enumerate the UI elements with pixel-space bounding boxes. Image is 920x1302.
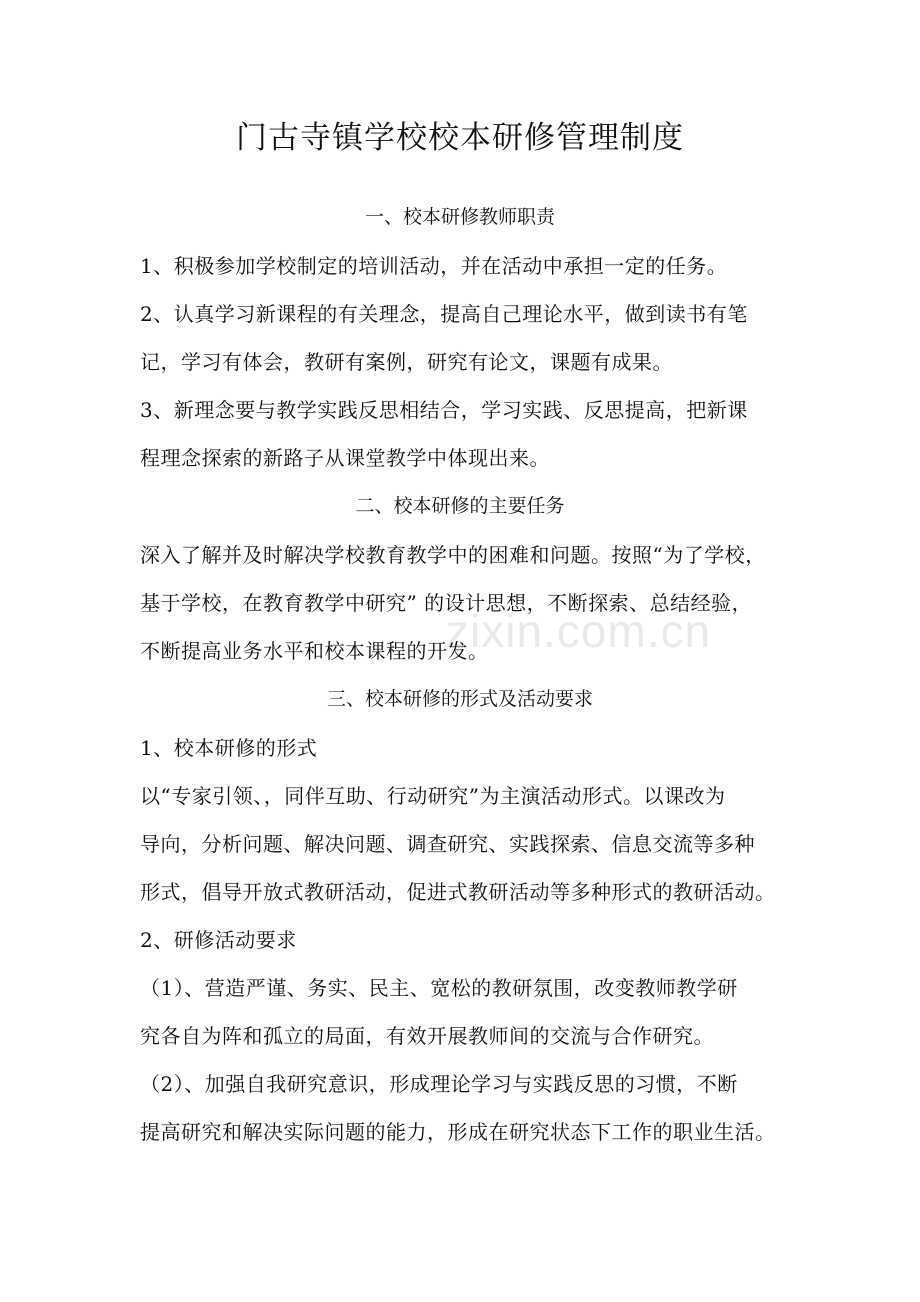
paragraph-line: 以“专家引领、，同伴互助、行动研究”为主演活动形式。以课改为 (140, 784, 726, 808)
paragraph-line: 程理念探索的新路子从课堂教学中体现出来。 (140, 446, 550, 470)
document-title: 门古寺镇学校校本研修管理制度 (236, 120, 684, 156)
paragraph-line: 2、认真学习新课程的有关理念，提高自己理论水平，做到读书有笔 (140, 302, 748, 326)
section-heading-duties: 一、校本研修教师职责 (364, 206, 555, 228)
paragraph-line: 基于学校，在教育教学中研究” 的设计思想，不断探索、总结经验， (140, 591, 753, 615)
paragraph-line: 提高研究和解决实际问题的能力，形成在研究状态下工作的职业生活。 (140, 1120, 776, 1144)
paragraph-line: 深入了解并及时解决学校教育教学中的困难和问题。按照“为了学校， (140, 543, 766, 567)
paragraph-line: （1）、营造严谨、务实、民主、宽松的教研氛围，改变教师教学研 (140, 976, 738, 1000)
paragraph-line: 1、积极参加学校制定的培训活动，并在活动中承担一定的任务。 (140, 254, 728, 278)
paragraph-line: 1、校本研修的形式 (140, 736, 318, 760)
paragraph-line: 导向，分析问题、解决问题、调查研究、实践探索、信息交流等多种 (140, 832, 755, 856)
paragraph-line: 2、研修活动要求 (140, 928, 297, 952)
paragraph-line: 形式，倡导开放式教研活动，促进式教研活动等多种形式的教研活动。 (140, 880, 776, 904)
paragraph-line: 究各自为阵和孤立的局面，有效开展教师间的交流与合作研究。 (140, 1024, 714, 1048)
paragraph-line: 不断提高业务水平和校本课程的开发。 (140, 639, 489, 663)
paragraph-line: （2）、加强自我研究意识，形成理论学习与实践反思的习惯，不断 (140, 1072, 738, 1096)
paragraph-line: 3、新理念要与教学实践反思相结合，学习实践、反思提高，把新课 (140, 398, 748, 422)
paragraph-line: 记，学习有体会，教研有案例，研究有论文，课题有成果。 (140, 350, 673, 374)
section-heading-forms: 三、校本研修的形式及活动要求 (326, 688, 593, 710)
section-heading-tasks: 二、校本研修的主要任务 (355, 495, 565, 517)
watermark: zixin.com.cn (446, 605, 712, 657)
